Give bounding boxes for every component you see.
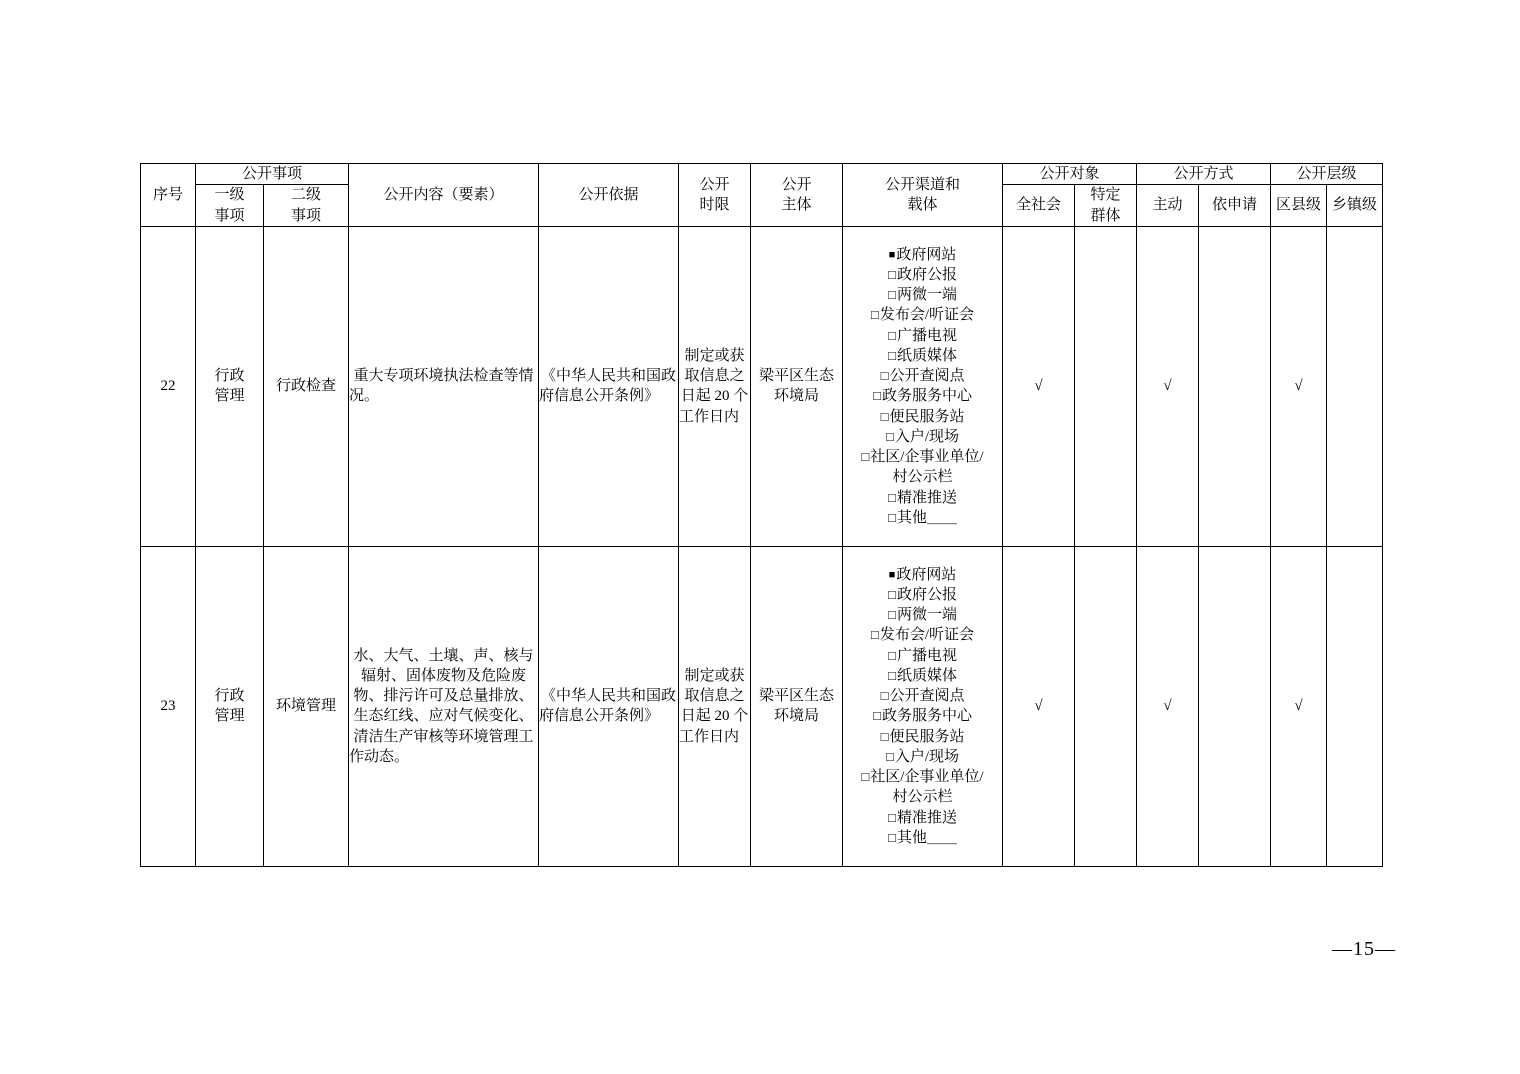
header-level-township: 乡镇级 bbox=[1327, 185, 1383, 227]
header-subject bbox=[751, 164, 843, 227]
row-level1 bbox=[196, 226, 264, 546]
header-time-limit-line2: 时限 bbox=[699, 196, 730, 213]
channel-option-weixin-weibo-app[interactable]: □ 两微一端 bbox=[843, 285, 1002, 305]
row-subject-line2: 环境局 bbox=[774, 708, 820, 725]
channel-option-reading-point[interactable]: □ 公开查阅点 bbox=[843, 686, 1002, 706]
header-matter-group: 公开事项 bbox=[196, 164, 349, 185]
header-method-on-request: 依申请 bbox=[1199, 185, 1271, 227]
channel-option-community-board[interactable]: □ 社区/企事业单位/ bbox=[843, 767, 1002, 787]
channel-option-community-board[interactable]: □ 社区/企事业单位/ bbox=[843, 447, 1002, 467]
row-channels bbox=[843, 546, 1003, 866]
channel-option-broadcast-tv[interactable]: □ 广播电视 bbox=[843, 646, 1002, 666]
header-time-limit-line1: 公开 bbox=[699, 176, 730, 193]
header-audience-all: 全社会 bbox=[1003, 185, 1075, 227]
channel-option-print-media[interactable]: □ 纸质媒体 bbox=[843, 346, 1002, 366]
row-level1-line2: 管理 bbox=[214, 388, 245, 405]
header-matter-level2-line1: 二级 bbox=[291, 187, 322, 204]
row-seq: 22 bbox=[141, 226, 196, 546]
header-level-group: 公开层级 bbox=[1271, 164, 1383, 185]
header-basis: 公开依据 bbox=[539, 164, 679, 227]
row-method-active: √ bbox=[1137, 546, 1199, 866]
channel-option-precise-push[interactable]: □ 精准推送 bbox=[843, 808, 1002, 828]
channel-option-door-to-door[interactable]: □ 入户/现场 bbox=[843, 747, 1002, 767]
header-matter-level1-line2: 事项 bbox=[214, 207, 245, 224]
header-method-active: 主动 bbox=[1137, 185, 1199, 227]
header-seq: 序号 bbox=[141, 164, 196, 227]
channel-option-weixin-weibo-app[interactable]: □ 两微一端 bbox=[843, 605, 1002, 625]
channel-option-service-station[interactable]: □ 便民服务站 bbox=[843, 407, 1002, 427]
channel-option-reading-point[interactable]: □ 公开查阅点 bbox=[843, 366, 1002, 386]
header-channel bbox=[843, 164, 1003, 227]
header-matter-level1-line1: 一级 bbox=[214, 187, 245, 204]
row-level2: 环境管理 bbox=[264, 546, 349, 866]
row-level1-line2: 管理 bbox=[214, 708, 245, 725]
header-audience-group: 公开对象 bbox=[1003, 164, 1137, 185]
row-subject-line1: 梁平区生态 bbox=[759, 688, 835, 704]
header-subject-line1: 公开 bbox=[781, 176, 812, 193]
channel-option-gov-website[interactable]: ■ 政府网站 bbox=[843, 565, 1002, 585]
header-audience-specific-line1: 特定 bbox=[1090, 187, 1121, 204]
channel-option-gov-gazette[interactable]: □ 政府公报 bbox=[843, 585, 1002, 605]
channel-option-broadcast-tv[interactable]: □ 广播电视 bbox=[843, 326, 1002, 346]
header-audience-specific-line2: 群体 bbox=[1090, 207, 1121, 224]
row-method-on-request bbox=[1199, 546, 1271, 866]
header-content: 公开内容（要素） bbox=[349, 164, 539, 227]
header-matter-level2 bbox=[264, 185, 349, 227]
row-subject bbox=[751, 546, 843, 866]
row-seq: 23 bbox=[141, 546, 196, 866]
disclosure-table bbox=[140, 163, 1383, 867]
row-content: 水、大气、土壤、声、核与辐射、固体废物及危险废物、排污许可及总量排放、生态红线、应对气候变化、清洁生产审核等环境管理工作动态。 bbox=[349, 546, 539, 866]
row-level1-line1: 行政 bbox=[214, 368, 245, 384]
channel-option-print-media[interactable]: □ 纸质媒体 bbox=[843, 666, 1002, 686]
row-method-on-request bbox=[1199, 226, 1271, 546]
channel-option-precise-push[interactable]: □ 精准推送 bbox=[843, 488, 1002, 508]
header-time-limit bbox=[679, 164, 751, 227]
channel-option-gov-website[interactable]: ■ 政府网站 bbox=[843, 245, 1002, 265]
channel-option-community-board-cont: 村公示栏 bbox=[892, 469, 953, 486]
header-audience-specific bbox=[1075, 185, 1137, 227]
table-row bbox=[141, 546, 1383, 866]
row-subject bbox=[751, 226, 843, 546]
row-level-district: √ bbox=[1271, 546, 1327, 866]
channel-option-service-center[interactable]: □ 政务服务中心 bbox=[843, 386, 1002, 406]
table-row bbox=[141, 226, 1383, 546]
row-level-district: √ bbox=[1271, 226, 1327, 546]
header-channel-line1: 公开渠道和 bbox=[885, 176, 961, 193]
row-channels bbox=[843, 226, 1003, 546]
channel-option-service-center[interactable]: □ 政务服务中心 bbox=[843, 706, 1002, 726]
header-level-district: 区县级 bbox=[1271, 185, 1327, 227]
row-audience-specific bbox=[1075, 546, 1137, 866]
row-basis: 《中华人民共和国政府信息公开条例》 bbox=[539, 226, 679, 546]
row-audience-specific bbox=[1075, 226, 1137, 546]
row-level1 bbox=[196, 546, 264, 866]
header-channel-line2: 载体 bbox=[907, 196, 938, 213]
row-method-active: √ bbox=[1137, 226, 1199, 546]
channel-option-door-to-door[interactable]: □ 入户/现场 bbox=[843, 427, 1002, 447]
header-subject-line2: 主体 bbox=[781, 196, 812, 213]
row-time-limit: 制定或获取信息之日起 20 个工作日内 bbox=[679, 226, 751, 546]
page-number: —15— bbox=[1332, 938, 1396, 960]
channel-option-other[interactable]: □ 其他＿＿ bbox=[843, 508, 1002, 528]
row-level1-line1: 行政 bbox=[214, 688, 245, 704]
row-time-limit: 制定或获取信息之日起 20 个工作日内 bbox=[679, 546, 751, 866]
channel-option-press-hearing[interactable]: □ 发布会/听证会 bbox=[843, 305, 1002, 325]
channel-option-service-station[interactable]: □ 便民服务站 bbox=[843, 727, 1002, 747]
row-content: 重大专项环境执法检查等情况。 bbox=[349, 226, 539, 546]
row-basis: 《中华人民共和国政府信息公开条例》 bbox=[539, 546, 679, 866]
row-subject-line2: 环境局 bbox=[774, 388, 820, 405]
row-audience-all: √ bbox=[1003, 226, 1075, 546]
header-method-group: 公开方式 bbox=[1137, 164, 1271, 185]
row-level-township bbox=[1327, 546, 1383, 866]
header-matter-level2-line2: 事项 bbox=[291, 207, 322, 224]
row-subject-line1: 梁平区生态 bbox=[759, 368, 835, 384]
table-header-row-1 bbox=[141, 164, 1383, 185]
row-audience-all: √ bbox=[1003, 546, 1075, 866]
header-matter-level1 bbox=[196, 185, 264, 227]
channel-option-gov-gazette[interactable]: □ 政府公报 bbox=[843, 265, 1002, 285]
channel-option-other[interactable]: □ 其他＿＿ bbox=[843, 828, 1002, 848]
row-level2: 行政检查 bbox=[264, 226, 349, 546]
channel-option-press-hearing[interactable]: □ 发布会/听证会 bbox=[843, 625, 1002, 645]
row-level-township bbox=[1327, 226, 1383, 546]
channel-option-community-board-cont: 村公示栏 bbox=[892, 789, 953, 806]
